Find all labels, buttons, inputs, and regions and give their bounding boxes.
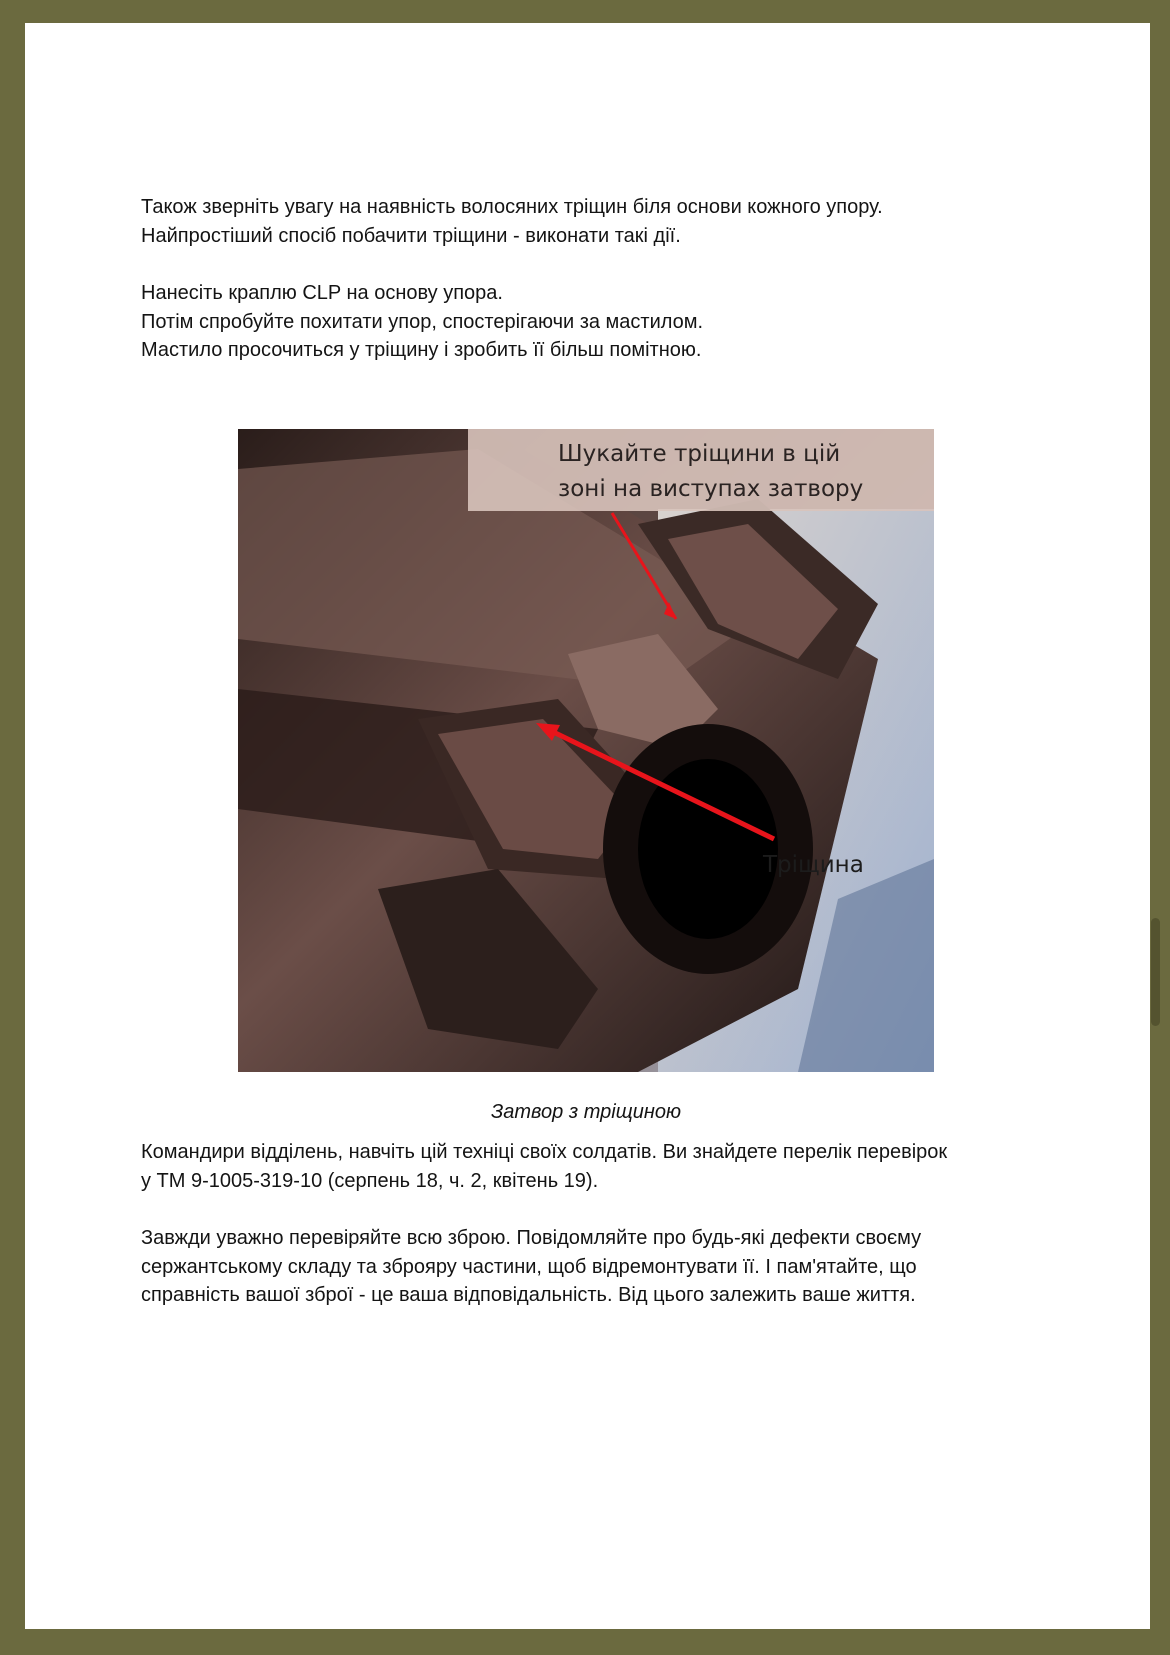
crack-arrow bbox=[543, 727, 774, 839]
advice-paragraph bbox=[141, 1138, 1041, 1195]
intro-line: Також зверніть увагу на наявність волосяних тріщин біля основи кожного упору. bbox=[141, 196, 883, 218]
figure-caption: Затвор з тріщиною bbox=[490, 1101, 682, 1123]
crack-arrow-head bbox=[536, 723, 560, 741]
advice-line: Командири відділень, навчіть цій техніці своїх солдатів. Ви знайдете перелік перевірок bbox=[141, 1141, 948, 1163]
advice-line: у ТМ 9-1005-319-10 (серпень 18, ч. 2, квітень 19). bbox=[141, 1169, 599, 1192]
document-page bbox=[25, 23, 1150, 1629]
intro-line: Найпростіший спосіб побачити тріщини - виконати такі дії. bbox=[141, 224, 681, 247]
scrollbar-thumb[interactable] bbox=[1151, 918, 1160, 1026]
intro-paragraph bbox=[141, 193, 1041, 250]
step-line: Потім спробуйте похитати упор, спостерігаючи за мастилом. bbox=[141, 310, 704, 333]
closing-line: справність вашої зброї - це ваша відповідальність. Від цього залежить ваше життя. bbox=[141, 1284, 916, 1306]
closing-line: Завжди уважно перевіряйте всю зброю. Повідомляйте про будь-які дефекти своєму bbox=[141, 1227, 922, 1249]
closing-paragraph bbox=[141, 1224, 1041, 1310]
step-line: Нанесіть краплю CLP на основу упора. bbox=[141, 282, 503, 304]
callout-line: Шукайте тріщини в цій bbox=[558, 441, 841, 467]
step-line: Мастило просочиться у тріщину і зробить її більш помітною. bbox=[141, 339, 702, 361]
callout-line: зоні на виступах затвору bbox=[558, 476, 864, 502]
callout-arrow bbox=[612, 513, 676, 619]
annotation-layer bbox=[238, 429, 934, 1072]
steps-paragraph bbox=[141, 279, 1041, 365]
closing-line: сержантському складу та зброяру частини, щоб відремонтувати її. І пам'ятайте, що bbox=[141, 1255, 917, 1278]
crack-label: Тріщина bbox=[763, 852, 864, 878]
